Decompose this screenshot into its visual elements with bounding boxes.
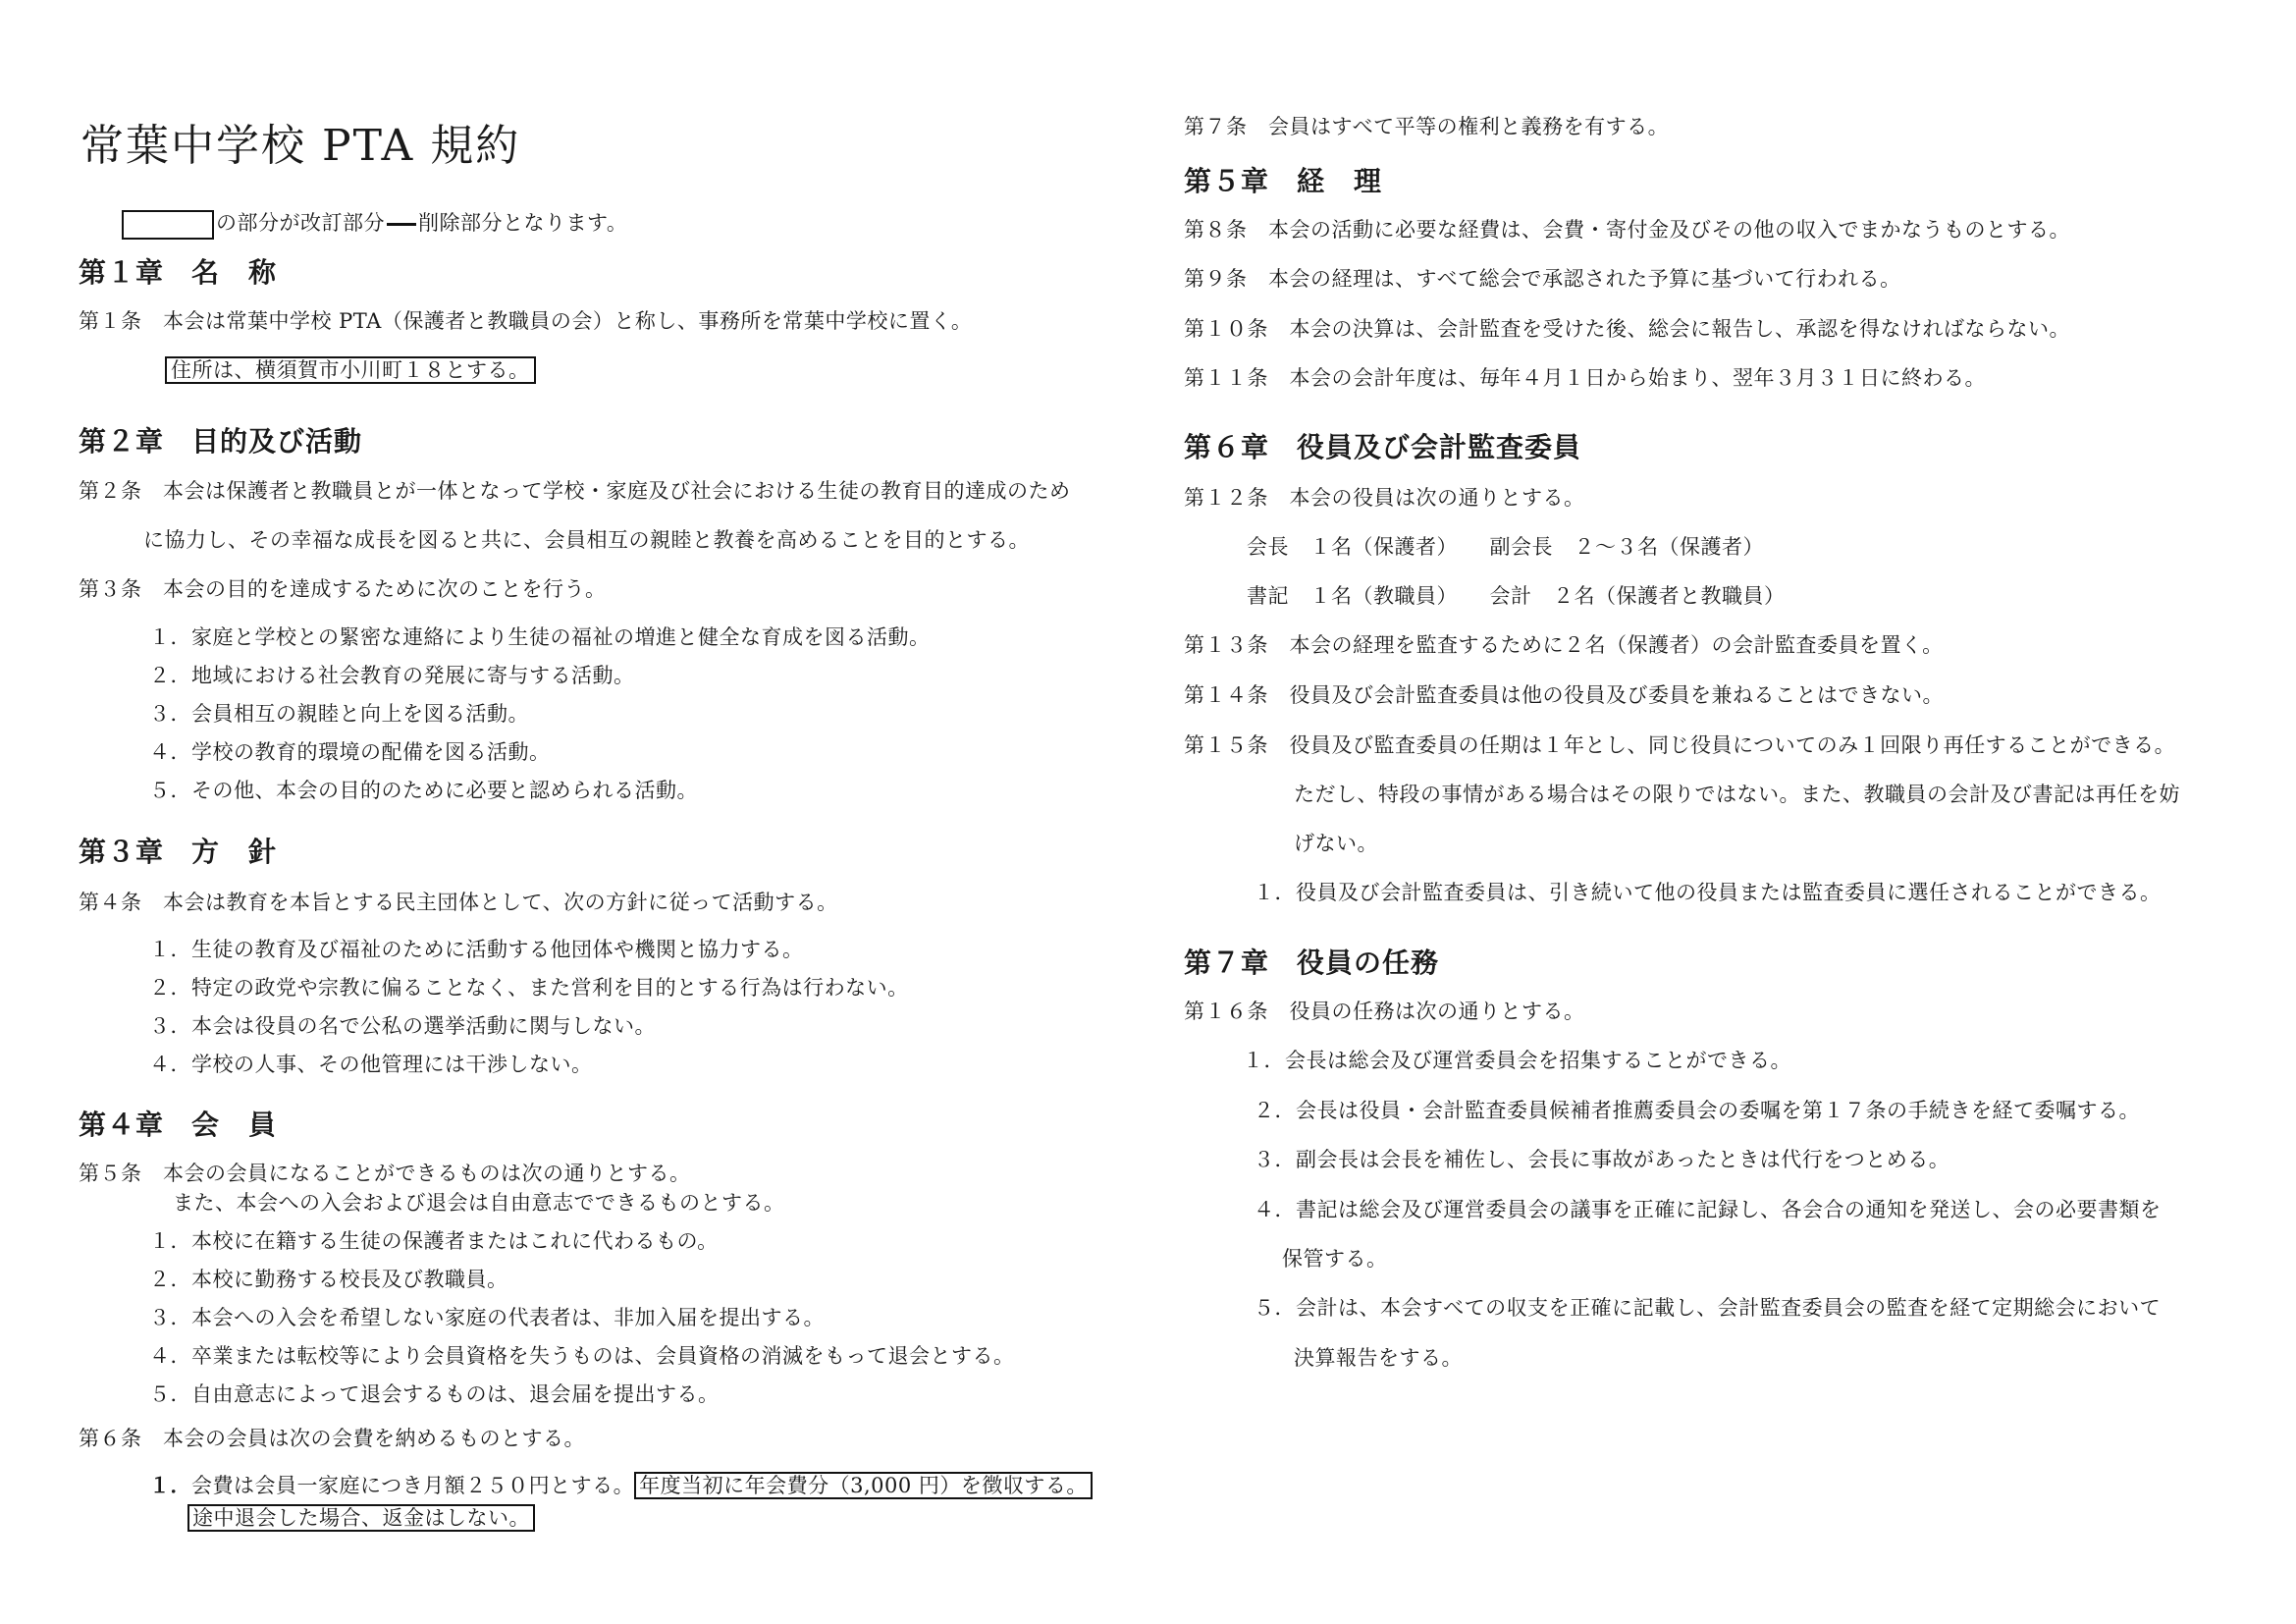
chapter-7-title: 役員の任務 (1297, 947, 1440, 979)
list-item-cont: 保管する。 (1282, 1247, 1388, 1271)
list-item: ３．本会は役員の名で公私の選挙活動に関与しない。 (149, 1014, 656, 1038)
article-4: 第４条 本会は教育を本旨とする民主団体として、次の方針に従って活動する。 (79, 891, 838, 914)
list-item: ５．会計は、本会すべての収支を正確に記載し、会計監査委員会の監査を経て定期総会において (1254, 1296, 2162, 1320)
list-item: １．本校に在籍する生徒の保護者またはこれに代わるもの。 (149, 1229, 719, 1253)
chapter-5-title: 経 理 (1297, 165, 1383, 197)
revision-box: 年度当初に年会費分（3,000 円）を徴収する。 (634, 1472, 1093, 1499)
article-15-line-1: 第１５条 役員及び監査委員の任期は１年とし、同じ役員についてのみ１回限り再任することができる。 (1184, 733, 2176, 757)
article-8: 第８条 本会の活動に必要な経費は、会費・寄付金及びその他の収入でまかなうものとする。 (1184, 218, 2070, 242)
legend-dash-sample (387, 223, 416, 226)
article-16: 第１６条 役員の任務は次の通りとする。 (1184, 1000, 1585, 1023)
list-item: ２．本校に勤務する校長及び教職員。 (149, 1268, 508, 1291)
article-1-revision (165, 356, 536, 384)
list-item: ２．地域における社会教育の発展に寄与する活動。 (149, 664, 635, 687)
chapter-7-number: 第７章 (1184, 947, 1270, 979)
list-item: ３．本会への入会を希望しない家庭の代表者は、非加入届を提出する。 (149, 1306, 825, 1329)
article-1: 第１条 本会は常葉中学校 PTA（保護者と教職員の会）と称し、事務所を常葉中学校に置く。 (79, 309, 973, 333)
list-item: ３．副会長は会長を補佐し、会長に事故があったときは代行をつとめる。 (1254, 1148, 1950, 1171)
page-title: 常葉中学校 PTA 規約 (80, 121, 521, 171)
article-10: 第１０条 本会の決算は、会計監査を受けた後、総会に報告し、承認を得なければならない。 (1184, 317, 2070, 341)
revision-box: 住所は、横須賀市小川町１８とする。 (165, 356, 536, 384)
article-11: 第１１条 本会の会計年度は、毎年４月１日から始まり、翌年３月３１日に終わる。 (1184, 366, 1986, 390)
list-item: ４．卒業または転校等により会員資格を失うものは、会員資格の消滅をもって退会とする。 (149, 1344, 1015, 1368)
article-12: 第１２条 本会の役員は次の通りとする。 (1184, 486, 1585, 510)
chapter-1-heading (79, 255, 277, 291)
chapter-6-number: 第６章 (1184, 431, 1270, 463)
chapter-5-number: 第５章 (1184, 165, 1270, 197)
chapter-4-heading (79, 1108, 277, 1143)
article-5-line-2: また、本会への入会および退会は自由意志でできるものとする。 (173, 1191, 785, 1215)
article-15-line-2: ただし、特段の事情がある場合はその限りではない。また、教職員の会計及び書記は再任を妨 (1294, 783, 2180, 806)
chapter-7-heading (1184, 946, 1439, 981)
article-7: 第７条 会員はすべて平等の権利と義務を有する。 (1184, 115, 1670, 138)
chapter-5-heading (1184, 164, 1382, 199)
article-6-item-1-cont (187, 1504, 535, 1532)
officers-line-1: 会長 １名（保護者） 副会長 ２～３名（保護者） (1247, 535, 1764, 559)
article-15-line-3: げない。 (1294, 832, 1378, 855)
chapter-4-title: 会 員 (191, 1109, 278, 1141)
item-number: １． (149, 1473, 191, 1497)
list-item: ４．学校の人事、その他管理には干渉しない。 (149, 1053, 593, 1076)
officers-line-2: 書記 １名（教職員） 会計 ２名（保護者と教職員） (1247, 584, 1786, 608)
article-13: 第１３条 本会の経理を監査するために２名（保護者）の会計監査委員を置く。 (1184, 633, 1944, 657)
article-6-item-1 (149, 1472, 1093, 1499)
list-item: ３．会員相互の親睦と向上を図る活動。 (149, 702, 529, 726)
article-2-line-1: 第２条 本会は保護者と教職員とが一体となって学校・家庭及び社会における生徒の教育目的達成のため (79, 479, 1071, 503)
chapter-3-number: 第３章 (79, 836, 165, 868)
chapter-2-number: 第２章 (79, 425, 165, 458)
list-item: ４．書記は総会及び運営委員会の議事を正確に記録し、各会合の通知を発送し、会の必要書類を (1254, 1198, 2162, 1221)
legend-box-text: の部分が改訂部分 (216, 211, 385, 235)
chapter-6-title: 役員及び会計監査委員 (1297, 431, 1582, 463)
article-9: 第９条 本会の経理は、すべて総会で承認された予算に基づいて行われる。 (1184, 267, 1901, 291)
article-2-line-2: に協力し、その幸福な成長を図ると共に、会員相互の親睦と教養を高めることを目的とする。 (143, 528, 1030, 552)
legend (122, 209, 627, 240)
list-item: １．会長は総会及び運営委員会を招集することができる。 (1243, 1049, 1791, 1072)
list-item: ２．会長は役員・会計監査委員候補者推薦委員会の委嘱を第１７条の手続きを経て委嘱する。 (1254, 1099, 2140, 1122)
chapter-4-number: 第４章 (79, 1109, 165, 1141)
article-5-line-1: 第５条 本会の会員になることができるものは次の通りとする。 (79, 1162, 691, 1185)
revision-box: 途中退会した場合、返金はしない。 (187, 1504, 535, 1532)
list-item: １．役員及び会計監査委員は、引き続いて他の役員または監査委員に選任されることができる。 (1254, 881, 2162, 904)
chapter-2-heading (79, 424, 362, 460)
list-item: ５．その他、本会の目的のために必要と認められる活動。 (149, 779, 698, 802)
article-6: 第６条 本会の会員は次の会費を納めるものとする。 (79, 1427, 585, 1450)
chapter-6-heading (1184, 430, 1581, 465)
item-text: 会費は会員一家庭につき月額２５０円とする。 (191, 1474, 635, 1497)
legend-box-sample (122, 210, 214, 240)
list-item: ４．学校の教育的環境の配備を図る活動。 (149, 740, 551, 764)
article-14: 第１４条 役員及び会計監査委員は他の役員及び委員を兼ねることはできない。 (1184, 683, 1944, 707)
list-item: １．家庭と学校との緊密な連絡により生徒の福祉の増進と健全な育成を図る活動。 (149, 625, 931, 649)
list-item: ２．特定の政党や宗教に偏ることなく、また営利を目的とする行為は行わない。 (149, 976, 909, 1000)
chapter-2-title: 目的及び活動 (191, 425, 363, 458)
chapter-1-title: 名 称 (191, 256, 278, 289)
chapter-1-number: 第１章 (79, 256, 165, 289)
list-item-cont: 決算報告をする。 (1294, 1346, 1463, 1370)
chapter-3-title: 方 針 (191, 836, 278, 868)
article-3: 第３条 本会の目的を達成するために次のことを行う。 (79, 577, 607, 601)
list-item: ５．自由意志によって退会するものは、退会届を提出する。 (149, 1382, 720, 1406)
legend-dash-text: 削除部分となります。 (418, 211, 628, 235)
list-item: １．生徒の教育及び福祉のために活動する他団体や機関と協力する。 (149, 938, 804, 961)
chapter-3-heading (79, 835, 277, 870)
